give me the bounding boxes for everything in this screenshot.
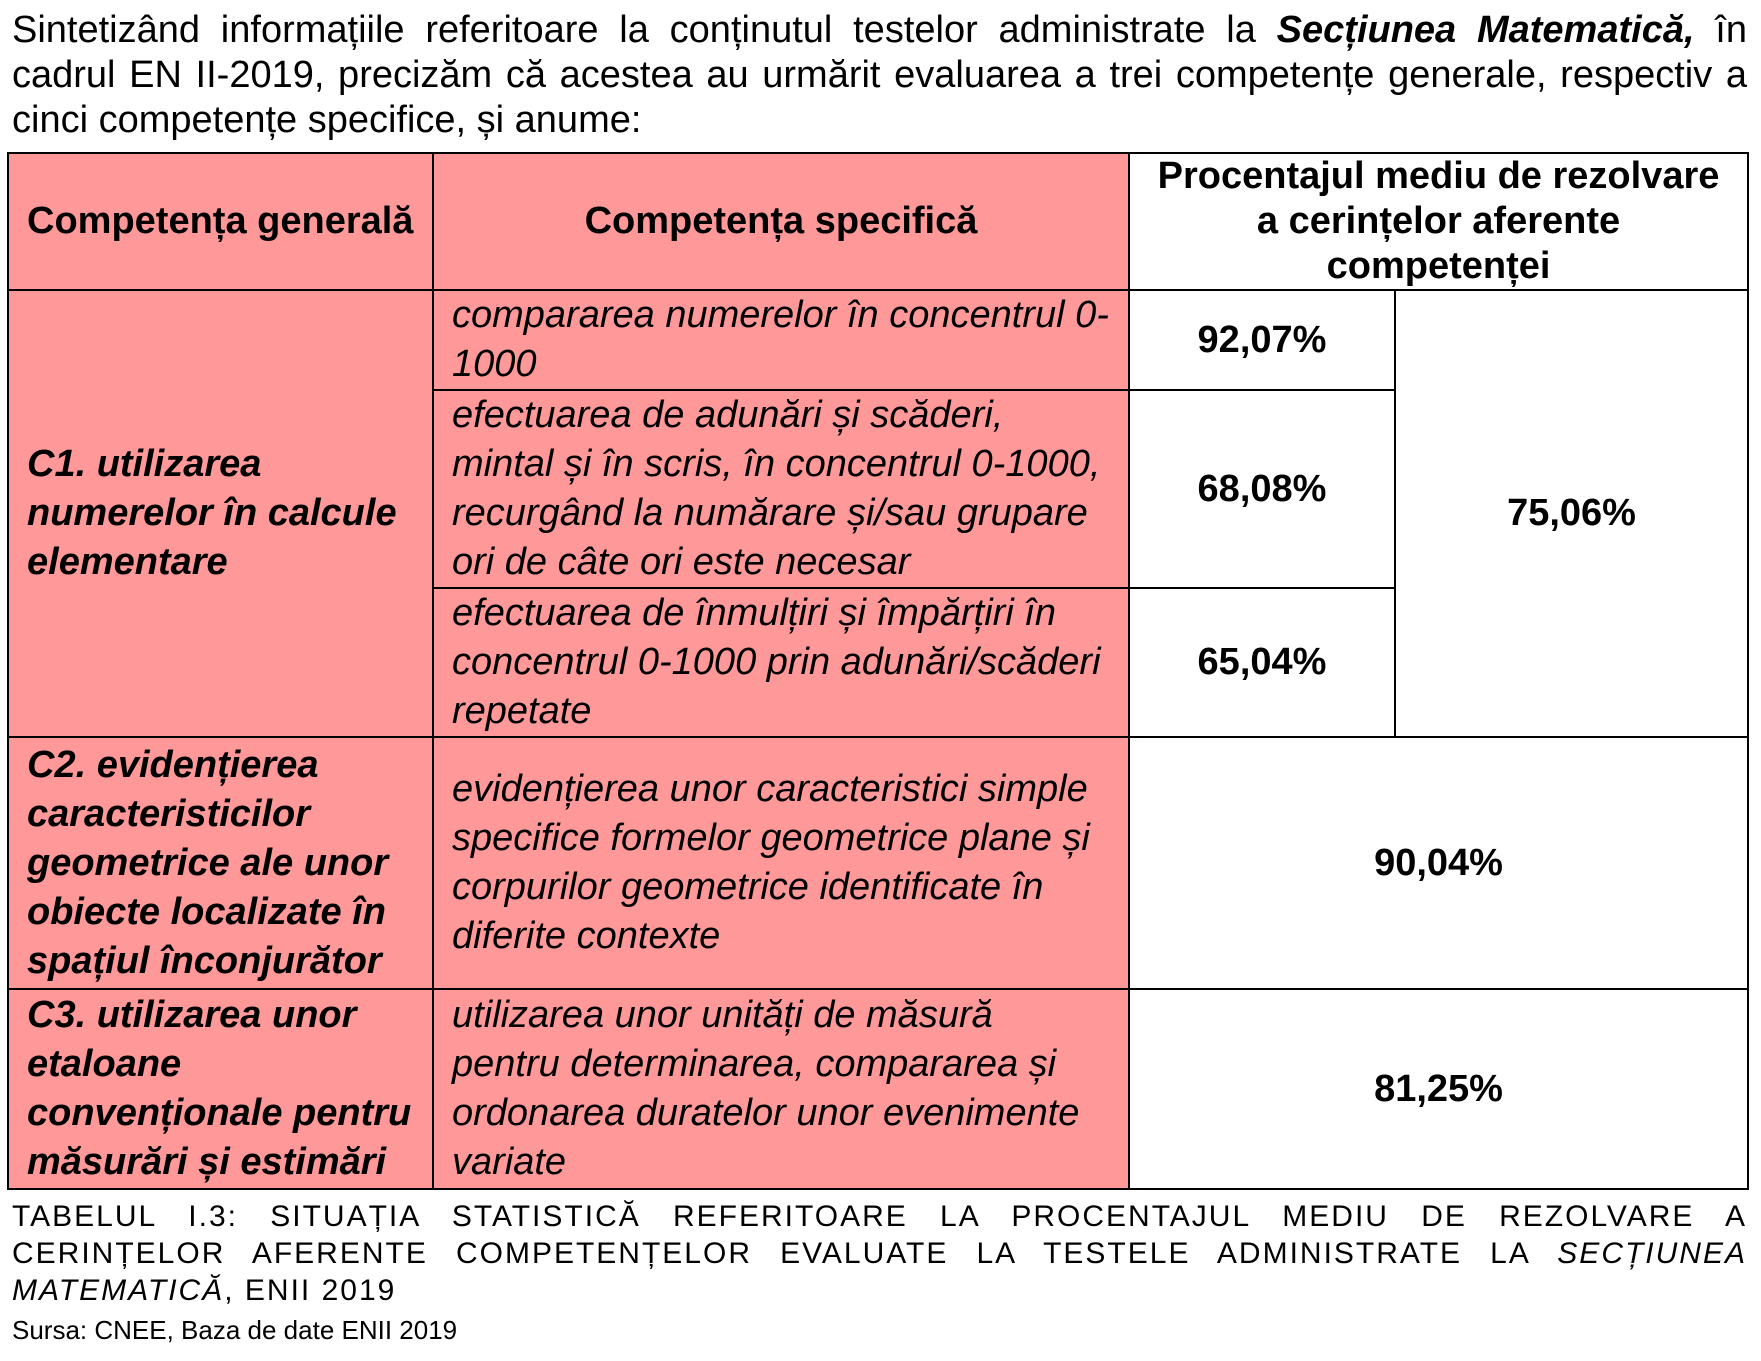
caption-emphasis: SECȚIUNEA MATEMATICĂ bbox=[12, 1237, 1747, 1307]
specific-competence-c3: utilizarea unor unități de măsură pentru determinarea, compararea și ordonarea duratelor unor evenimente variate bbox=[433, 989, 1129, 1189]
header-general-competence: Competența generală bbox=[8, 153, 433, 290]
source-note: Sursa: CNEE, Baza de date ENII 2019 bbox=[12, 1315, 458, 1345]
percent-c1-2: 68,08% bbox=[1129, 390, 1395, 588]
intro-emphasis: Secțiunea Matematică, bbox=[1276, 9, 1695, 51]
percent-c1-1: 92,07% bbox=[1129, 290, 1395, 390]
specific-competence-c1-2: efectuarea de adunări și scăderi, mintal și în scris, în concentrul 0-1000, recurgând la numărare și/sau grupare ori de câte ori este necesar bbox=[433, 390, 1129, 588]
percent-c3: 81,25% bbox=[1129, 989, 1748, 1189]
general-competence-c3: C3. utilizarea unor etaloane convenționale pentru măsurări și estimări bbox=[8, 989, 433, 1189]
caption-text-start: TABELUL I.3: SITUAȚIA STATISTICĂ REFERITOARE LA PROCENTAJUL MEDIU DE REZOLVARE A CERINȚELOR AFERENTE COMPETENȚELOR EVALUATE LA TESTELE ADMINISTRATE LA bbox=[12, 1200, 1747, 1270]
percent-c1-3: 65,04% bbox=[1129, 588, 1395, 737]
percent-c2: 90,04% bbox=[1129, 737, 1748, 989]
table-caption bbox=[12, 1198, 1747, 1309]
intro-text-start: Sintetizând informațiile referitoare la conținutul testelor administrate la bbox=[12, 9, 1277, 51]
table-row bbox=[8, 989, 1748, 1189]
header-average-percent: Procentajul mediu de rezolvare a cerințelor aferente competenței bbox=[1129, 153, 1748, 290]
table-row bbox=[8, 737, 1748, 989]
document-page bbox=[12, 8, 1747, 143]
general-competence-c1: C1. utilizarea numerelor în calcule elementare bbox=[8, 290, 433, 737]
intro-text-end: în cadrul EN II-2019, precizăm că acestea au urmărit evaluarea a trei competențe generale, respectiv a cinci competențe specifice, și anume: bbox=[12, 9, 1747, 141]
intro-paragraph bbox=[12, 8, 1747, 143]
caption-text-end: , ENII 2019 bbox=[224, 1274, 397, 1307]
specific-competence-c1-3: efectuarea de înmulțiri și împărțiri în concentrul 0-1000 prin adunări/scăderi repetate bbox=[433, 588, 1129, 737]
header-specific-competence: Competența specifică bbox=[433, 153, 1129, 290]
general-competence-c2: C2. evidențierea caracteristicilor geometrice ale unor obiecte localizate în spațiul înconjurător bbox=[8, 737, 433, 989]
competencies-table bbox=[7, 152, 1749, 1190]
table-row bbox=[8, 290, 1748, 390]
table-header-row bbox=[8, 153, 1748, 290]
specific-competence-c2: evidențierea unor caracteristici simple specifice formelor geometrice plane și corpurilor geometrice identificate în diferite contexte bbox=[433, 737, 1129, 989]
percent-c1-overall: 75,06% bbox=[1395, 290, 1748, 737]
specific-competence-c1-1: compararea numerelor în concentrul 0-1000 bbox=[433, 290, 1129, 390]
